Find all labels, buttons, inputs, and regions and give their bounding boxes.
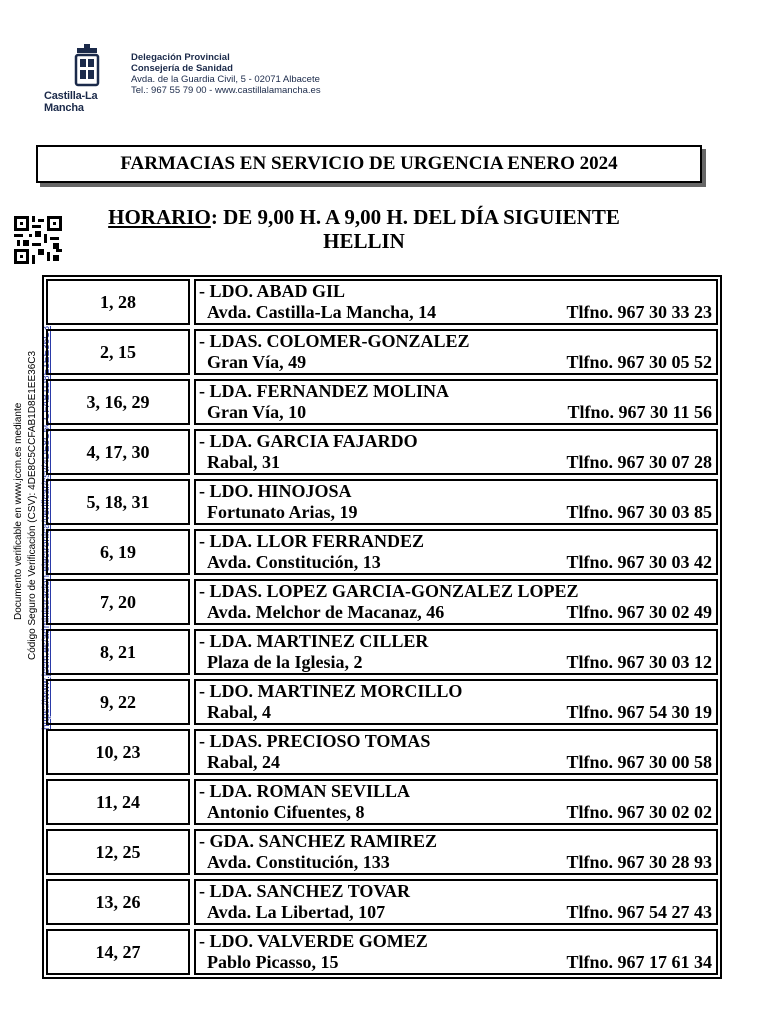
pharmacy-details xyxy=(199,352,712,373)
pharmacy-table xyxy=(42,275,722,979)
logo-text: Castilla-La Mancha xyxy=(44,90,98,114)
pharmacy-name: - LDO. ABAD GIL xyxy=(199,281,346,301)
verification-note: Documento verificable en www.jccm.es mediante xyxy=(13,402,24,620)
table-row xyxy=(46,529,718,575)
pharmacy-cell xyxy=(194,429,718,475)
pharmacy-phone: Tlfno. 967 30 02 02 xyxy=(566,802,712,822)
pharmacy-phone: Tlfno. 967 54 27 43 xyxy=(566,902,712,922)
pharmacy-cell xyxy=(194,329,718,375)
table-row xyxy=(46,379,718,425)
days-cell: 11, 24 xyxy=(46,779,190,825)
org-line4: Tel.: 967 55 79 00 - www.castillalamancha.es xyxy=(131,85,321,96)
table-row xyxy=(46,479,718,525)
days-cell: 1, 28 xyxy=(46,279,190,325)
pharmacy-name: - LDA. GARCIA FAJARDO xyxy=(199,431,418,451)
castle-crest-icon xyxy=(74,44,100,88)
pharmacy-details xyxy=(199,852,712,873)
pharmacy-phone: Tlfno. 967 30 03 42 xyxy=(566,552,712,572)
pharmacy-details xyxy=(199,952,712,973)
days-cell: 14, 27 xyxy=(46,929,190,975)
days-cell: 5, 18, 31 xyxy=(46,479,190,525)
table-row xyxy=(46,329,718,375)
pharmacy-cell xyxy=(194,529,718,575)
table-row xyxy=(46,779,718,825)
days-cell: 10, 23 xyxy=(46,729,190,775)
schedule-text: : DE 9,00 H. A 9,00 H. DEL DÍA SIGUIENTE xyxy=(210,205,620,229)
pharmacy-name: - LDA. SANCHEZ TOVAR xyxy=(199,881,411,901)
csv-code: Código Seguro de Verificación (CSV): 4DE8C5CCFAB1D8E1EE36C3 xyxy=(27,350,38,660)
pharmacy-phone: Tlfno. 967 30 28 93 xyxy=(566,852,712,872)
schedule-heading xyxy=(44,205,684,253)
table-row xyxy=(46,829,718,875)
pharmacy-address: Plaza de la Iglesia, 2 xyxy=(207,652,363,672)
pharmacy-name: - LDO. VALVERDE GOMEZ xyxy=(199,931,428,951)
pharmacy-details xyxy=(199,552,712,573)
org-block xyxy=(131,52,321,96)
pharmacy-phone: Tlfno. 967 54 30 19 xyxy=(566,702,712,722)
pharmacy-cell xyxy=(194,729,718,775)
days-cell: 3, 16, 29 xyxy=(46,379,190,425)
pharmacy-address: Rabal, 24 xyxy=(207,752,281,772)
pharmacy-address: Antonio Cifuentes, 8 xyxy=(207,802,365,822)
table-row xyxy=(46,729,718,775)
pharmacy-address: Avda. Castilla-La Mancha, 14 xyxy=(207,302,437,322)
days-cell: 8, 21 xyxy=(46,629,190,675)
pharmacy-cell xyxy=(194,479,718,525)
pharmacy-name: - LDO. MARTINEZ MORCILLO xyxy=(199,681,463,701)
table-row xyxy=(46,879,718,925)
pharmacy-address: Avda. Melchor de Macanaz, 46 xyxy=(207,602,445,622)
pharmacy-name: - LDA. MARTINEZ CILLER xyxy=(199,631,429,651)
table-row xyxy=(46,579,718,625)
pharmacy-phone: Tlfno. 967 17 61 34 xyxy=(566,952,712,972)
pharmacy-address: Avda. Constitución, 133 xyxy=(207,852,390,872)
pharmacy-cell xyxy=(194,779,718,825)
pharmacy-name: - LDAS. COLOMER-GONZALEZ xyxy=(199,331,470,351)
pharmacy-cell xyxy=(194,879,718,925)
pharmacy-phone: Tlfno. 967 30 07 28 xyxy=(566,452,712,472)
pharmacy-details xyxy=(199,452,712,473)
pharmacy-address: Gran Vía, 10 xyxy=(207,402,307,422)
org-line3: Avda. de la Guardia Civil, 5 - 02071 Albacete xyxy=(131,74,320,85)
pharmacy-address: Gran Vía, 49 xyxy=(207,352,307,372)
town-name: HELLIN xyxy=(323,229,405,253)
pharmacy-details xyxy=(199,502,712,523)
pharmacy-address: Rabal, 31 xyxy=(207,452,281,472)
pharmacy-details xyxy=(199,602,712,623)
pharmacy-name: - LDA. FERNANDEZ MOLINA xyxy=(199,381,450,401)
pharmacy-cell xyxy=(194,379,718,425)
pharmacy-phone: Tlfno. 967 30 03 85 xyxy=(566,502,712,522)
pharmacy-cell xyxy=(194,629,718,675)
pharmacy-name: - LDAS. PRECIOSO TOMAS xyxy=(199,731,431,751)
pharmacy-cell xyxy=(194,929,718,975)
pharmacy-details xyxy=(199,402,712,423)
pharmacy-address: Fortunato Arias, 19 xyxy=(207,502,358,522)
pharmacy-name: - LDA. LLOR FERRANDEZ xyxy=(199,531,425,551)
pharmacy-cell xyxy=(194,579,718,625)
schedule-label: HORARIO xyxy=(108,205,211,229)
pharmacy-address: Avda. La Libertad, 107 xyxy=(207,902,386,922)
days-cell: 6, 19 xyxy=(46,529,190,575)
pharmacy-details xyxy=(199,302,712,323)
pharmacy-details xyxy=(199,902,712,923)
table-row xyxy=(46,279,718,325)
table-row xyxy=(46,429,718,475)
pharmacy-details xyxy=(199,702,712,723)
org-line2: Consejería de Sanidad xyxy=(131,63,233,74)
table-row xyxy=(46,929,718,975)
pharmacy-phone: Tlfno. 967 30 11 56 xyxy=(567,402,712,422)
pharmacy-cell xyxy=(194,279,718,325)
pharmacy-cell xyxy=(194,679,718,725)
pharmacy-address: Pablo Picasso, 15 xyxy=(207,952,339,972)
table-row xyxy=(46,679,718,725)
table-row xyxy=(46,629,718,675)
pharmacy-phone: Tlfno. 967 30 03 12 xyxy=(566,652,712,672)
pharmacy-phone: Tlfno. 967 30 05 52 xyxy=(566,352,712,372)
pharmacy-details xyxy=(199,752,712,773)
document-title: FARMACIAS EN SERVICIO DE URGENCIA ENERO 2024 xyxy=(36,145,702,183)
days-cell: 12, 25 xyxy=(46,829,190,875)
pharmacy-phone: Tlfno. 967 30 33 23 xyxy=(566,302,712,322)
pharmacy-name: - LDAS. LOPEZ GARCIA-GONZALEZ LOPEZ xyxy=(199,581,579,601)
pharmacy-phone: Tlfno. 967 30 00 58 xyxy=(566,752,712,772)
org-line1: Delegación Provincial xyxy=(131,52,230,63)
days-cell: 7, 20 xyxy=(46,579,190,625)
castilla-la-mancha-logo xyxy=(44,44,134,114)
verification-link[interactable]: https://www.jccm.es/administracion-electronica/verificar/csv/4DE8C5CCFAB1D8E1EE36C3 xyxy=(41,325,52,730)
pharmacy-phone: Tlfno. 967 30 02 49 xyxy=(566,602,712,622)
days-cell: 9, 22 xyxy=(46,679,190,725)
pharmacy-address: Rabal, 4 xyxy=(207,702,272,722)
pharmacy-name: - GDA. SANCHEZ RAMIREZ xyxy=(199,831,438,851)
pharmacy-address: Avda. Constitución, 13 xyxy=(207,552,381,572)
pharmacy-cell xyxy=(194,829,718,875)
days-cell: 13, 26 xyxy=(46,879,190,925)
pharmacy-details xyxy=(199,802,712,823)
pharmacy-details xyxy=(199,652,712,673)
pharmacy-name: - LDO. HINOJOSA xyxy=(199,481,352,501)
days-cell: 4, 17, 30 xyxy=(46,429,190,475)
pharmacy-name: - LDA. ROMAN SEVILLA xyxy=(199,781,411,801)
days-cell: 2, 15 xyxy=(46,329,190,375)
